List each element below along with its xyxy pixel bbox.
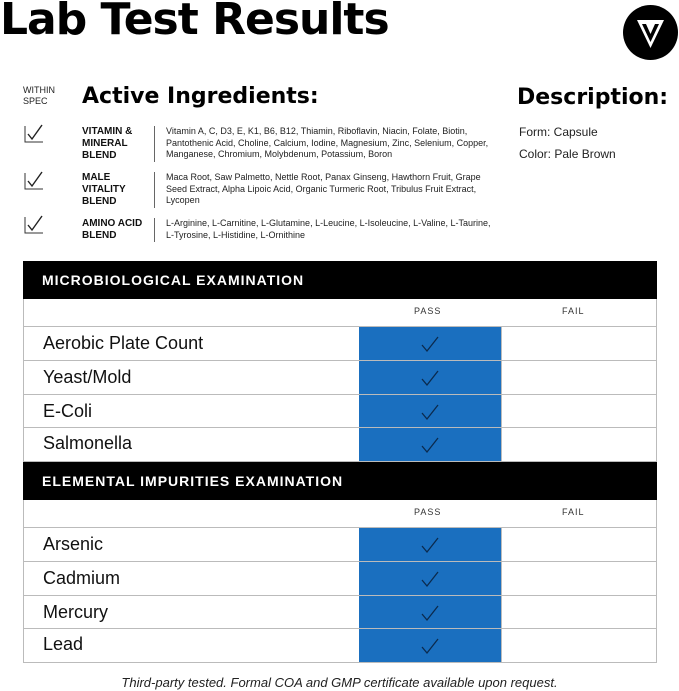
test-name: Lead	[43, 634, 84, 654]
blend-name-amino-acid: AMINO ACID BLEND	[82, 218, 143, 241]
test-name: Cadmium	[43, 568, 121, 588]
test-name: Aerobic Plate Count	[43, 333, 204, 353]
blend-ingredients-male-vitality: Maca Root, Saw Palmetto, Nettle Root, Panax Ginseng, Hawthorn Fruit, Grape Seed Extract, Alpha Lipoic Acid, Organic Turmeric Root, Tribulus Fruit Extract, Lycopen	[166, 172, 481, 205]
test-name: Salmonella	[43, 433, 133, 453]
pass-cell	[359, 562, 501, 595]
table-row	[23, 327, 657, 361]
description-color: Color: Pale Brown	[519, 147, 616, 161]
description-form: Form: Capsule	[519, 125, 598, 139]
description-heading: Description:	[517, 85, 669, 110]
table-row	[23, 528, 657, 562]
pass-cell	[359, 596, 501, 628]
active-ingredients-heading: Active Ingredients:	[82, 84, 319, 109]
test-name: E-Coli	[43, 401, 93, 421]
checkmark-icon	[420, 569, 440, 589]
blend-divider	[154, 126, 155, 162]
checkmark-icon	[420, 435, 440, 455]
checkmark-icon	[420, 368, 440, 388]
footer-note: Third-party tested. Formal COA and GMP certificate available upon request.	[121, 675, 558, 690]
blend-divider	[154, 172, 155, 208]
pass-column-label: PASS	[414, 306, 442, 316]
checkmark-icon	[420, 603, 440, 623]
pass-cell	[359, 361, 501, 394]
blend-divider	[154, 218, 155, 242]
blend-ingredients-amino-acid: L-Arginine, L-Carnitine, L-Glutamine, L-Leucine, L-Isoleucine, L-Valine, L-Taurine, L-Tyrosine, L-Histidine, L-Ornithine	[166, 218, 491, 240]
table-row	[23, 629, 657, 663]
column-header-row	[23, 299, 657, 327]
fail-column-label: FAIL	[562, 306, 585, 316]
pass-cell	[359, 629, 501, 662]
section-header-elemental-impurities: ELEMENTAL IMPURITIES EXAMINATION	[23, 462, 657, 500]
table-row	[23, 428, 657, 462]
section-header-microbiological: MICROBIOLOGICAL EXAMINATION	[23, 261, 657, 299]
checkmark-icon	[420, 402, 440, 422]
checkmark-icon	[24, 123, 44, 143]
checkmark-icon	[420, 636, 440, 656]
blend-ingredients-vitamin-mineral: Vitamin A, C, D3, E, K1, B6, B12, Thiamin, Riboflavin, Niacin, Folate, Biotin, Pantothenic Acid, Choline, Calcium, Iodine, Magnesium, Zinc, Selenium, Copper, Manganese, Chromium, Molybdenum, Potassium, Boron	[166, 126, 489, 159]
blend-name-male-vitality: MALE VITALITY BLEND	[82, 172, 126, 207]
column-header-row	[23, 500, 657, 528]
test-name: Mercury	[43, 602, 109, 622]
v-logo-icon	[623, 5, 678, 60]
fail-column-label: FAIL	[562, 507, 585, 517]
pass-cell	[359, 327, 501, 360]
checkmark-icon	[24, 170, 44, 190]
checkmark-icon	[420, 334, 440, 354]
pass-cell	[359, 428, 501, 461]
test-name: Yeast/Mold	[43, 367, 132, 387]
pass-column-label: PASS	[414, 507, 442, 517]
checkmark-icon	[420, 535, 440, 555]
table-row	[23, 562, 657, 596]
blend-name-vitamin-mineral: VITAMIN & MINERAL BLEND	[82, 126, 133, 161]
table-row	[23, 395, 657, 428]
page-title: Lab Test Results	[0, 0, 389, 45]
table-row	[23, 596, 657, 629]
checkmark-icon	[24, 214, 44, 234]
within-spec-label: WITHIN SPEC	[23, 85, 55, 106]
pass-cell	[359, 395, 501, 427]
table-row	[23, 361, 657, 395]
test-name: Arsenic	[43, 534, 104, 554]
pass-cell	[359, 528, 501, 561]
